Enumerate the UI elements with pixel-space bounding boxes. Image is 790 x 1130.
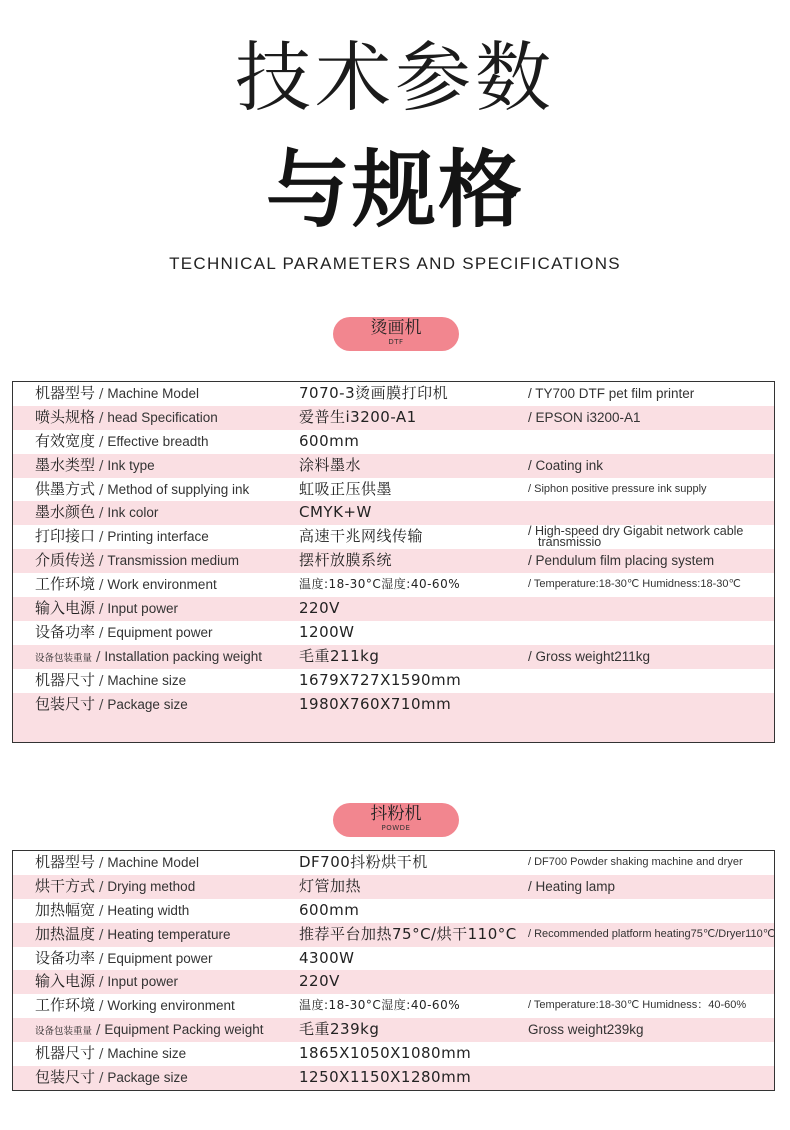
row-label-cn: 墨水颜色	[35, 503, 96, 522]
label-separator: /	[99, 625, 104, 641]
row-label-en: Package size	[107, 1070, 188, 1086]
row-label	[35, 875, 195, 900]
table-row-blank	[13, 716, 774, 742]
label-separator: /	[99, 1071, 104, 1087]
label-separator: /	[99, 410, 104, 426]
row-label-en: Heating temperature	[107, 926, 231, 942]
row-note: / DF700 Powder shaking machine and dryer	[528, 856, 743, 868]
row-value: 毛重239kg	[299, 1020, 380, 1039]
row-value: 虹吸正压供墨	[299, 479, 393, 498]
page-title-english: TECHNICAL PARAMETERS AND SPECIFICATIONS	[169, 254, 621, 273]
table-row	[13, 549, 774, 573]
row-label	[35, 947, 212, 972]
row-label-cn: 设备功率	[35, 948, 96, 967]
label-separator: /	[99, 697, 104, 713]
row-value: 220V	[299, 972, 340, 991]
row-note: / Heating lamp	[528, 878, 616, 894]
row-label-en: Ink type	[107, 457, 155, 473]
row-label-cn: 喷头规格	[35, 407, 96, 426]
table-row	[13, 382, 774, 406]
row-note: / EPSON i3200-A1	[528, 409, 641, 425]
label-separator: /	[99, 578, 104, 594]
label-separator: /	[99, 999, 104, 1015]
row-label-cn: 设备包装重量	[35, 1026, 93, 1038]
table-row	[13, 406, 774, 430]
row-value: CMYK+W	[299, 503, 372, 522]
row-label-cn: 工作环境	[35, 996, 96, 1015]
row-note: / Temperature:18-30℃ Humidness：40-60%	[528, 999, 747, 1012]
row-label	[35, 693, 188, 718]
spec-table-powder	[12, 850, 775, 1091]
row-label-en: Machine Model	[107, 855, 199, 870]
row-label-cn: 烘干方式	[35, 876, 96, 895]
row-value: 摆杆放膜系统	[299, 551, 393, 570]
row-value: 1250X1150X1280mm	[299, 1068, 472, 1087]
row-note-line: transmissio	[538, 535, 602, 550]
label-separator: /	[99, 434, 104, 450]
table-row	[13, 573, 774, 597]
row-label	[35, 454, 155, 479]
table-row	[13, 645, 774, 669]
table-row	[13, 501, 774, 525]
row-label-en: Working environment	[107, 998, 235, 1014]
row-note: / Recommended platform heating75℃/Dryer110℃	[528, 927, 776, 940]
row-value: 1200W	[299, 622, 355, 641]
label-separator: /	[99, 1047, 104, 1063]
label-separator: /	[99, 903, 104, 919]
row-label-cn: 设备包装重量	[35, 652, 93, 664]
row-value: 灯管加热	[299, 876, 362, 895]
row-label-en: Input power	[107, 601, 178, 617]
row-note: / Temperature:18-30℃ Humidness:18-30℃	[528, 578, 741, 591]
row-label-cn: 加热温度	[35, 924, 96, 943]
row-label-en: Ink color	[107, 505, 159, 521]
row-note: / TY700 DTF pet film printer	[528, 386, 695, 401]
row-label	[35, 899, 189, 924]
section-badge-sublabel: POWDE	[381, 824, 411, 832]
row-label-cn: 有效宽度	[35, 431, 96, 450]
row-value: 1679X727X1590mm	[299, 670, 462, 689]
table-row	[13, 1042, 774, 1066]
row-label	[35, 501, 158, 526]
table-row	[13, 525, 774, 549]
table-row	[13, 1066, 774, 1090]
row-label-cn: 机器尺寸	[35, 670, 96, 689]
row-label	[35, 851, 199, 876]
row-label-en: Package size	[107, 696, 188, 712]
row-value: 600mm	[299, 900, 360, 919]
row-label	[35, 970, 178, 995]
row-label-en: Printing interface	[107, 529, 209, 545]
row-label-cn: 输入电源	[35, 972, 96, 991]
row-label-en: Equipment power	[107, 624, 213, 640]
row-label	[35, 1042, 186, 1067]
table-row	[13, 1018, 774, 1042]
row-label-cn: 打印接口	[35, 527, 96, 546]
section-badge-powder	[333, 803, 459, 837]
table-row	[13, 994, 774, 1018]
row-label-en: Machine size	[107, 1046, 187, 1062]
row-label	[35, 430, 208, 455]
row-note-line: / High-speed dry Gigabit network cable	[528, 524, 744, 539]
row-value: 涂料墨水	[299, 455, 362, 474]
label-separator: /	[99, 458, 104, 474]
row-label	[35, 645, 262, 671]
row-label	[35, 597, 178, 622]
row-label-en: Machine Model	[107, 386, 199, 401]
row-value: 4300W	[299, 948, 355, 967]
row-value: 高速干兆网线传输	[299, 527, 424, 546]
spec-table-dtf	[12, 381, 775, 743]
row-value: 220V	[299, 599, 340, 618]
row-label-en: Method of supplying ink	[107, 481, 250, 497]
label-separator: /	[99, 951, 104, 967]
row-label	[35, 525, 209, 550]
label-separator: /	[99, 387, 104, 402]
row-label-en: Equipment power	[107, 950, 213, 966]
table-row	[13, 597, 774, 621]
section-badge-dtf	[333, 317, 459, 351]
row-label-cn: 供墨方式	[35, 479, 96, 498]
row-label-cn: 机器尺寸	[35, 1044, 96, 1063]
row-value: 毛重211kg	[299, 646, 380, 665]
row-note: Gross weight239kg	[528, 1022, 644, 1038]
row-value: 1865X1050X1080mm	[299, 1044, 472, 1063]
label-separator: /	[99, 856, 104, 871]
row-label-cn: 加热幅宽	[35, 900, 96, 919]
label-separator: /	[99, 673, 104, 689]
row-label-en: Machine size	[107, 672, 187, 688]
row-label-en: Work environment	[107, 577, 217, 593]
page-title: 技术参数	[235, 33, 555, 122]
row-label-en: Transmission medium	[107, 553, 239, 569]
row-label	[35, 478, 249, 503]
row-label-en: Input power	[107, 974, 178, 990]
row-label-cn: 墨水类型	[35, 455, 96, 474]
row-label	[35, 1018, 264, 1044]
table-row	[13, 875, 774, 899]
table-row	[13, 923, 774, 947]
row-label	[35, 406, 218, 431]
row-label-en: head Specification	[107, 409, 218, 425]
row-label-cn: 输入电源	[35, 599, 96, 618]
row-value: 温度:18-30°C湿度:40-60%	[299, 577, 461, 592]
row-value: 7070-3烫画膜打印机	[299, 384, 449, 402]
row-label	[35, 621, 212, 646]
label-separator: /	[96, 1023, 101, 1039]
row-label	[35, 573, 217, 598]
label-separator: /	[99, 927, 104, 943]
row-label-en: Effective breadth	[107, 433, 209, 449]
table-row	[13, 851, 774, 875]
row-value: 爱普生i3200-A1	[299, 407, 417, 426]
table-row	[13, 621, 774, 645]
label-separator: /	[96, 649, 101, 665]
label-separator: /	[99, 530, 104, 546]
row-label-cn: 机器型号	[35, 853, 96, 871]
row-label	[35, 923, 230, 948]
table-row	[13, 970, 774, 994]
row-note	[528, 526, 743, 548]
row-value: 1980X760X710mm	[299, 694, 452, 713]
section-badge-sublabel: DTF	[388, 338, 404, 346]
row-note: / Pendulum film placing system	[528, 553, 715, 569]
table-row	[13, 669, 774, 693]
row-label-cn: 介质传送	[35, 551, 96, 570]
label-separator: /	[99, 554, 104, 570]
page-title-bold: 与规格	[265, 141, 524, 239]
row-label	[35, 994, 235, 1019]
row-label	[35, 669, 186, 694]
row-label	[35, 549, 239, 574]
table-row	[13, 947, 774, 971]
label-separator: /	[99, 975, 104, 991]
row-label-cn: 设备功率	[35, 622, 96, 641]
row-note: / Coating ink	[528, 457, 604, 473]
row-label-en: Heating width	[107, 902, 190, 918]
label-separator: /	[99, 482, 104, 498]
row-label-en: Drying method	[107, 878, 196, 894]
row-label	[35, 1066, 188, 1091]
row-label	[35, 382, 199, 407]
row-value: 推荐平台加热75°C/烘干110°C	[299, 924, 517, 943]
label-separator: /	[99, 506, 104, 522]
row-label-en: Installation packing weight	[104, 648, 263, 664]
row-label-en: Equipment Packing weight	[104, 1022, 264, 1038]
section-badge-label: 烫画机	[370, 318, 422, 338]
row-value: DF700抖粉烘干机	[299, 853, 428, 871]
section-badge-label: 抖粉机	[370, 804, 422, 824]
table-row	[13, 454, 774, 478]
row-note: / Gross weight211kg	[528, 648, 651, 664]
row-note: / Siphon positive pressure ink supply	[528, 482, 707, 495]
label-separator: /	[99, 879, 104, 895]
row-label-cn: 机器型号	[35, 384, 96, 402]
row-label-cn: 工作环境	[35, 575, 96, 594]
table-row	[13, 899, 774, 923]
table-row	[13, 478, 774, 502]
table-row	[13, 693, 774, 717]
label-separator: /	[99, 602, 104, 618]
row-label-cn: 包装尺寸	[35, 1068, 96, 1087]
table-row	[13, 430, 774, 454]
row-value: 温度:18-30°C湿度:40-60%	[299, 998, 461, 1013]
row-label-cn: 包装尺寸	[35, 694, 96, 713]
row-value: 600mm	[299, 431, 360, 450]
